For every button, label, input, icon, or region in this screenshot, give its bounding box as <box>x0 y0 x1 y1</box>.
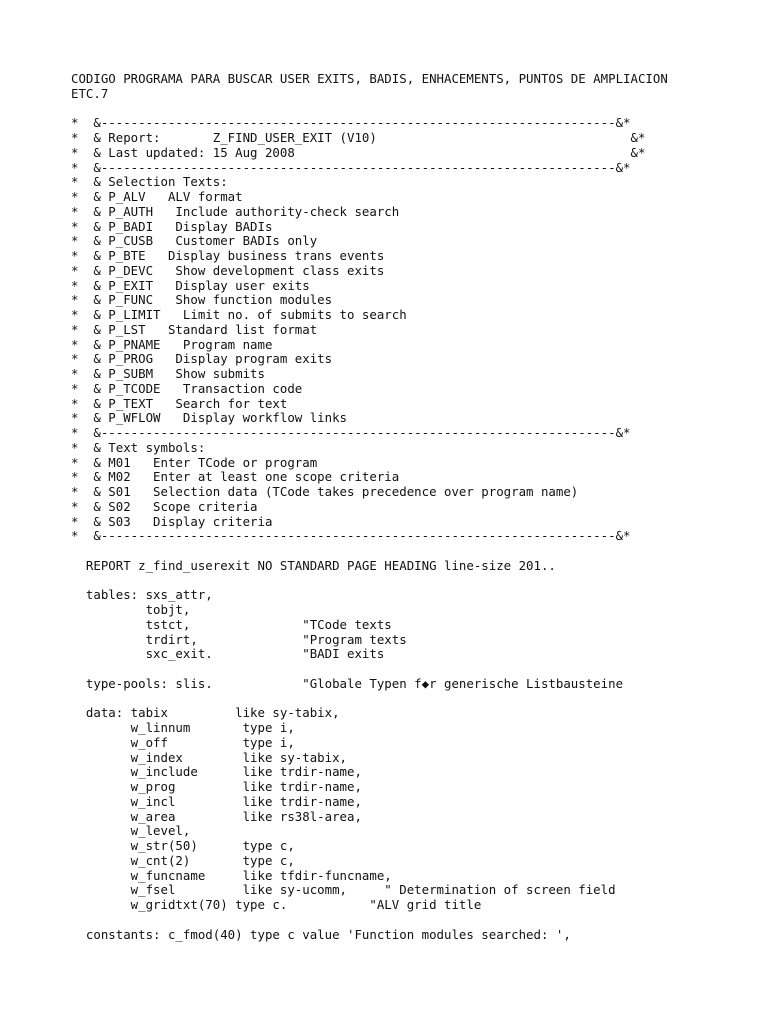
code-line: w_linnum type i, <box>71 720 295 735</box>
header-line: * & Selection Texts: <box>71 174 228 190</box>
header-line: * & P_FUNC Show function modules <box>71 292 333 308</box>
spacer <box>71 913 751 928</box>
code-line: sxc_exit. "BADI exits <box>71 646 385 662</box>
header-line: * & M02 Enter at least one scope criteria <box>71 469 400 485</box>
header-line: * & M01 Enter TCode or program <box>71 454 318 470</box>
header-line: * & P_BTE Display business trans events <box>71 248 385 263</box>
code-line: w_str(50) type c, <box>71 838 295 853</box>
header-line: * & P_PNAME Program name <box>71 336 273 352</box>
header-line: * &---------------------------------------------------------------------&* <box>71 425 631 440</box>
code-line: w_level, <box>71 823 191 839</box>
title-line-2: ETC.7 <box>71 85 109 101</box>
header-line: * & S03 Display criteria <box>71 513 273 529</box>
header-line: * & P_ALV ALV format <box>71 189 243 204</box>
code-line: w_fsel like sy-ucomm, " Determination of screen field <box>71 882 616 898</box>
header-line: * & P_LST Standard list format <box>71 321 318 337</box>
spacer <box>71 102 751 117</box>
spacer <box>71 692 751 707</box>
header-line: * & P_DEVC Show development class exits <box>71 262 385 278</box>
header-line: * & Last updated: 15 Aug 2008 &* <box>71 144 646 160</box>
header-line: * & P_TCODE Transaction code <box>71 380 303 396</box>
header-comment-block <box>71 116 751 544</box>
header-line: * & P_AUTH Include authority-check search <box>71 203 400 219</box>
code-line: w_incl like trdir-name, <box>71 793 362 809</box>
header-line: * &---------------------------------------------------------------------&* <box>71 528 631 544</box>
code-line: w_cnt(2) type c, <box>71 852 295 868</box>
type-pools-statement: type-pools: slis. "Globale Typen f◆r generische Listbausteine <box>71 675 624 691</box>
header-line: * & Report: Z_FIND_USER_EXIT (V10) &* <box>71 130 646 145</box>
code-line: w_gridtxt(70) type c. "ALV grid title <box>71 897 482 912</box>
code-line: w_off type i, <box>71 734 295 750</box>
code-line: w_area like rs38l-area, <box>71 808 362 824</box>
header-line: * & P_WFLOW Display workflow links <box>71 410 348 426</box>
header-line: * & P_SUBM Show submits <box>71 366 265 381</box>
code-line: tstct, "TCode texts <box>71 616 392 632</box>
header-line: * & S02 Scope criteria <box>71 498 258 514</box>
header-line: * & P_TEXT Search for text <box>71 395 288 411</box>
spacer <box>71 544 751 559</box>
header-line: * & P_LIMIT Limit no. of submits to search <box>71 307 407 322</box>
header-line: * &---------------------------------------------------------------------&* <box>71 115 631 131</box>
header-line: * & P_PROG Display program exits <box>71 351 333 367</box>
header-line: * & P_EXIT Display user exits <box>71 277 310 293</box>
constants-statement: constants: c_fmod(40) type c value 'Function modules searched: ', <box>71 926 571 942</box>
title-line-1: CODIGO PROGRAMA PARA BUSCAR USER EXITS, BADIS, ENHACEMENTS, PUNTOS DE AMPLIACION <box>71 71 668 86</box>
report-statement: REPORT z_find_userexit NO STANDARD PAGE HEADING line-size 201.. <box>71 557 556 573</box>
spacer <box>71 662 751 677</box>
code-line: w_prog like trdir-name, <box>71 779 362 794</box>
header-line: * & P_BADI Display BADIs <box>71 218 273 234</box>
code-line: trdirt, "Program texts <box>71 631 407 647</box>
header-line: * & Text symbols: <box>71 439 206 455</box>
header-line: * &---------------------------------------------------------------------&* <box>71 159 631 175</box>
header-line: * & S01 Selection data (TCode takes precedence over program name) <box>71 484 579 499</box>
tables-declaration <box>71 588 751 662</box>
code-line: tobjt, <box>71 602 191 617</box>
header-line: * & P_CUSB Customer BADIs only <box>71 233 318 249</box>
document-page <box>71 72 751 942</box>
spacer <box>71 574 751 589</box>
code-line: tables: sxs_attr, <box>71 587 213 603</box>
data-declaration <box>71 706 751 913</box>
code-line: w_include like trdir-name, <box>71 764 362 780</box>
code-line: data: tabix like sy-tabix, <box>71 705 340 721</box>
code-line: w_index like sy-tabix, <box>71 749 348 765</box>
code-line: w_funcname like tfdir-funcname, <box>71 867 392 883</box>
